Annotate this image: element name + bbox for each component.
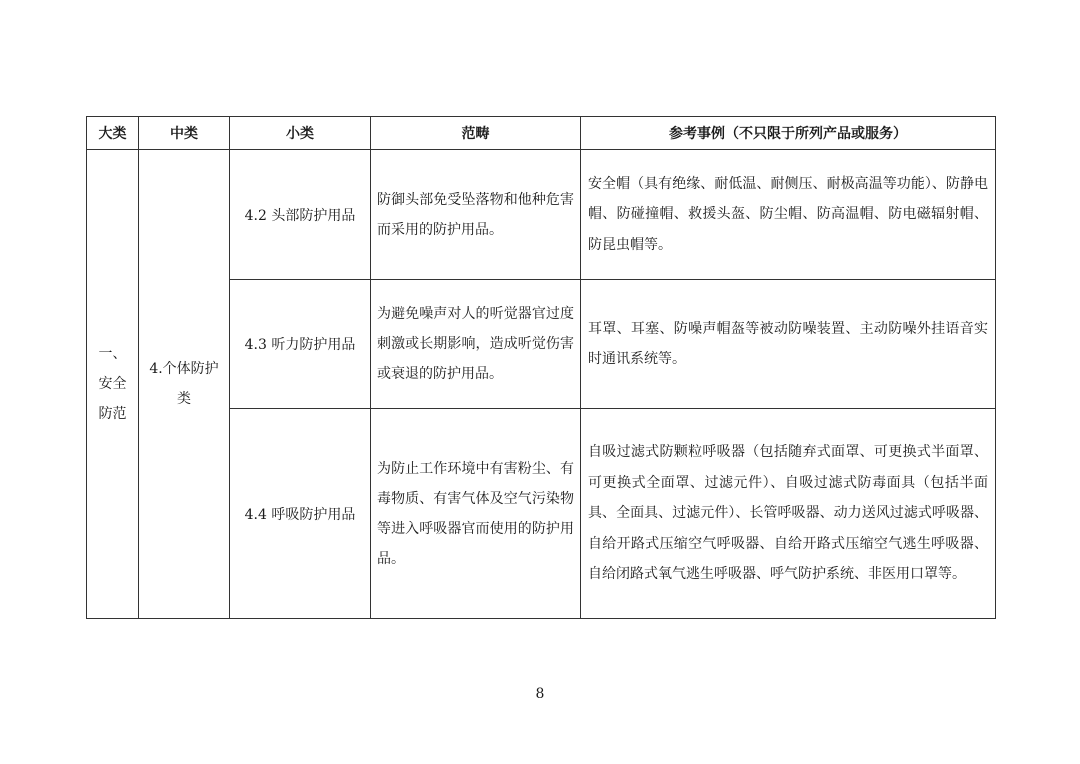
mid-category-line: 4.个体防护 [149, 361, 219, 377]
header-minor-category: 小类 [230, 117, 371, 150]
minor-category-cell: 4.3 听力防护用品 [230, 280, 371, 409]
example-cell: 安全帽（具有绝缘、耐低温、耐侧压、耐极高温等功能）、防静电帽、防碰撞帽、救援头盔、防尘帽、防高温帽、防电磁辐射帽、防昆虫帽等。 [581, 150, 996, 280]
mid-category-cell [139, 150, 230, 619]
example-cell: 自吸过滤式防颗粒呼吸器（包括随弃式面罩、可更换式半面罩、可更换式全面罩、过滤元件）、自吸过滤式防毒面具（包括半面具、全面具、过滤元件）、长管呼吸器、动力送风过滤式呼吸器、自给开路式压缩空气呼吸器、自给开路式压缩空气逃生呼吸器、自给闭路式氧气逃生呼吸器、呼气防护系统、非医用口罩等。 [581, 409, 996, 619]
major-category-line: 防范 [98, 406, 127, 422]
header-major-category: 大类 [87, 117, 139, 150]
major-category-cell [87, 150, 139, 619]
scope-cell: 为防止工作环境中有害粉尘、有毒物质、有害气体及空气污染物等进入呼吸器官而使用的防护用品。 [371, 409, 581, 619]
header-reference-examples: 参考事例（不只限于所列产品或服务） [581, 117, 996, 150]
minor-category-cell: 4.4 呼吸防护用品 [230, 409, 371, 619]
scope-cell: 为避免噪声对人的听觉器官过度刺激或长期影响，造成听觉伤害或衰退的防护用品。 [371, 280, 581, 409]
example-cell: 耳罩、耳塞、防噪声帽盔等被动防噪装置、主动防噪外挂语音实时通讯系统等。 [581, 280, 996, 409]
major-category-line: 一、 [98, 346, 127, 362]
major-category-line: 安全 [98, 376, 127, 392]
scope-cell: 防御头部免受坠落物和他种危害而采用的防护用品。 [371, 150, 581, 280]
header-scope: 范畴 [371, 117, 581, 150]
table-row [87, 150, 996, 280]
mid-category-line: 类 [177, 391, 191, 407]
classification-table [86, 116, 996, 619]
table-header-row [87, 117, 996, 150]
header-mid-category: 中类 [139, 117, 230, 150]
page-number: 8 [535, 686, 545, 702]
minor-category-cell: 4.2 头部防护用品 [230, 150, 371, 280]
